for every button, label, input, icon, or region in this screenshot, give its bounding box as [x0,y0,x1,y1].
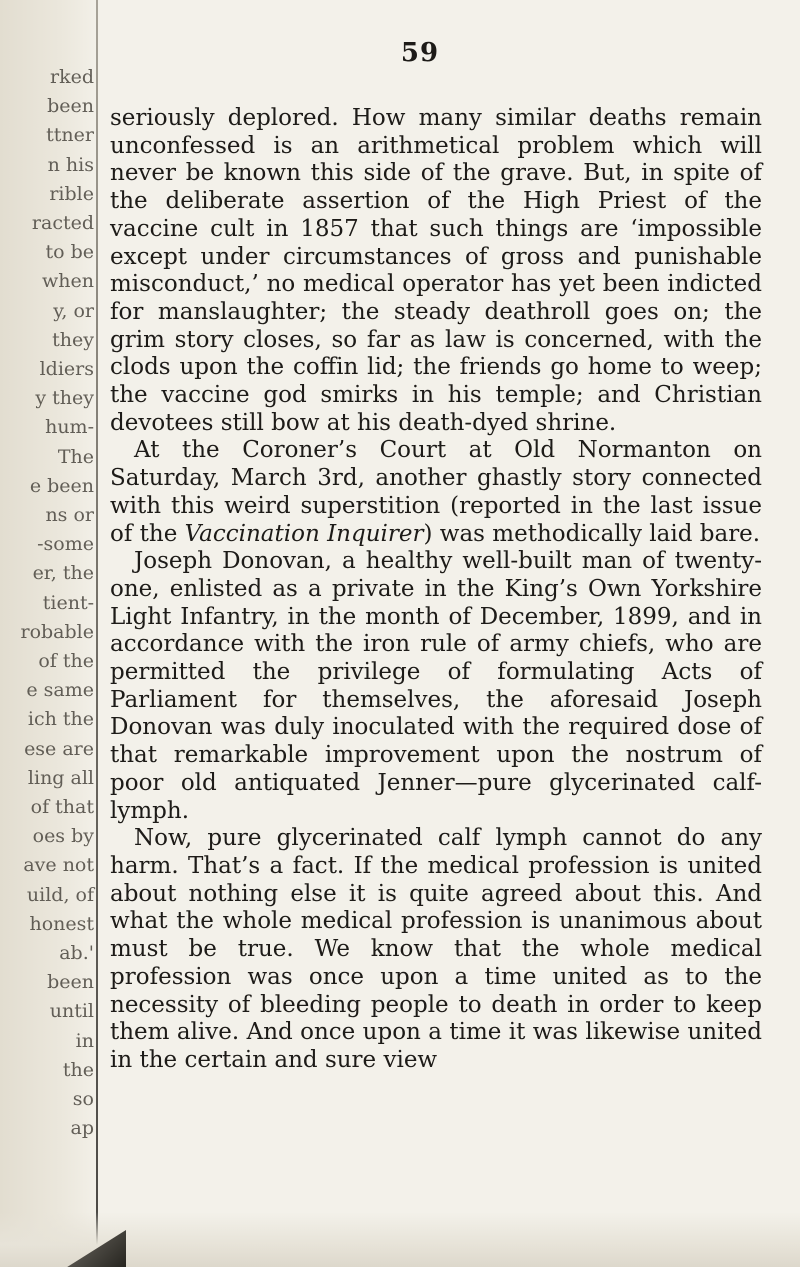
facing-page-fragment: ldiers [39,358,94,380]
paragraph: Joseph Donovan, a healthy well-built man of twenty-one, enlisted as a private in the King’s Own Yorkshire Light Infantry, in the month of December, 1899, and in accordance with the iron rule of army chiefs, who are permitted the privilege of formulating Acts of Parliament for themselves, the aforesaid Joseph Donovan was duly inoculated with the required dose of that remarkable improvement upon the nostrum of poor old antiquated Jenner—pure glycerinated calf-lymph. [110,548,762,824]
facing-page-fragment: to be [45,241,94,264]
facing-page-fragment: y, or [53,299,94,322]
facing-page-fragment: e been [29,474,94,497]
page-number: 59 [400,38,440,68]
facing-page-fragment: in [75,1029,94,1052]
facing-page-fragment: e same [26,679,94,702]
paragraph-text: At the Coroner’s Court at Old Normanton on Saturday, March 3rd, another ghastly story connected with this weird superstition (reported in the last issue of the [110,437,762,547]
facing-page-fragment: been [47,971,94,994]
paragraph [110,437,762,548]
facing-page-fragment: oes by [32,825,94,848]
facing-page-fragment: of the [38,650,94,672]
facing-page-fragment: when [42,270,94,293]
publication-title: Vaccination Inquirer [184,520,424,547]
facing-page-fragment: ttner [46,124,94,147]
facing-page-fragment: so [72,1088,94,1110]
facing-page-fragment: tient- [42,591,94,614]
facing-page-fragment: ling all [27,766,94,789]
facing-page-fragment: rible [49,182,94,205]
facing-page-fragment: ab.' [59,942,94,964]
facing-page-fragment: rked [49,66,94,88]
paragraph: seriously deplored. How many similar deaths remain unconfessed is an arithmetical problem which will never be known this side of the grave. But, in spite of the deliberate assertion of the High Priest of the vaccine cult in 1857 that such things are ‘impossible except under circumstances of gross and punishable misconduct,’ no medical operator has yet been indicted for manslaughter; the steady deathroll goes on; the grim story closes, so far as law is concerned, with the clods upon the coffin lid; the friends go home to weep; the vaccine god smirks in his temple; and Christian devotees still bow at his death-dyed shrine. [110,105,762,436]
facing-page-fragment: honest [29,912,94,935]
facing-page-fragment: uild, of [26,883,94,906]
paragraph: Now, pure glycerinated calf lymph cannot do any harm. That’s a fact. If the medical profession is united about nothing else it is quite agreed about this. And what the whole medical profession is unanimous about must be true. We know that the whole medical profession was once upon a time united as to the necessity of bleeding people to death in order to keep them alive. And once upon a time it was likewise united in the certain and sure view [110,825,762,1073]
facing-page-fragment: n his [47,153,94,176]
body-text [110,105,762,1075]
facing-page-fragment: ap [70,1117,94,1140]
facing-page-fragment: of that [30,796,94,818]
facing-page-fragment: ese are [24,737,94,760]
binding-edge [96,0,98,1267]
facing-page-fragment: -some [37,533,94,556]
facing-page-fragment: racted [31,212,94,234]
facing-page-fragment: the [62,1058,94,1081]
paragraph-text: ) was methodically laid bare. [423,520,761,547]
facing-page-fragment: er, the [32,562,94,585]
facing-page-fragment: ich the [27,708,94,731]
facing-page-fragment: ns or [45,504,94,526]
facing-page-fragment: been [47,95,94,118]
facing-page-fragment: ave not [23,854,94,877]
facing-page-fragment: y they [35,387,94,410]
facing-page-fragment: robable [20,620,94,643]
facing-page-fragment: hum- [45,416,94,439]
facing-page-fragment: they [52,328,94,351]
facing-page-fragment: until [49,1000,94,1023]
facing-page-fragment: The [57,445,94,468]
